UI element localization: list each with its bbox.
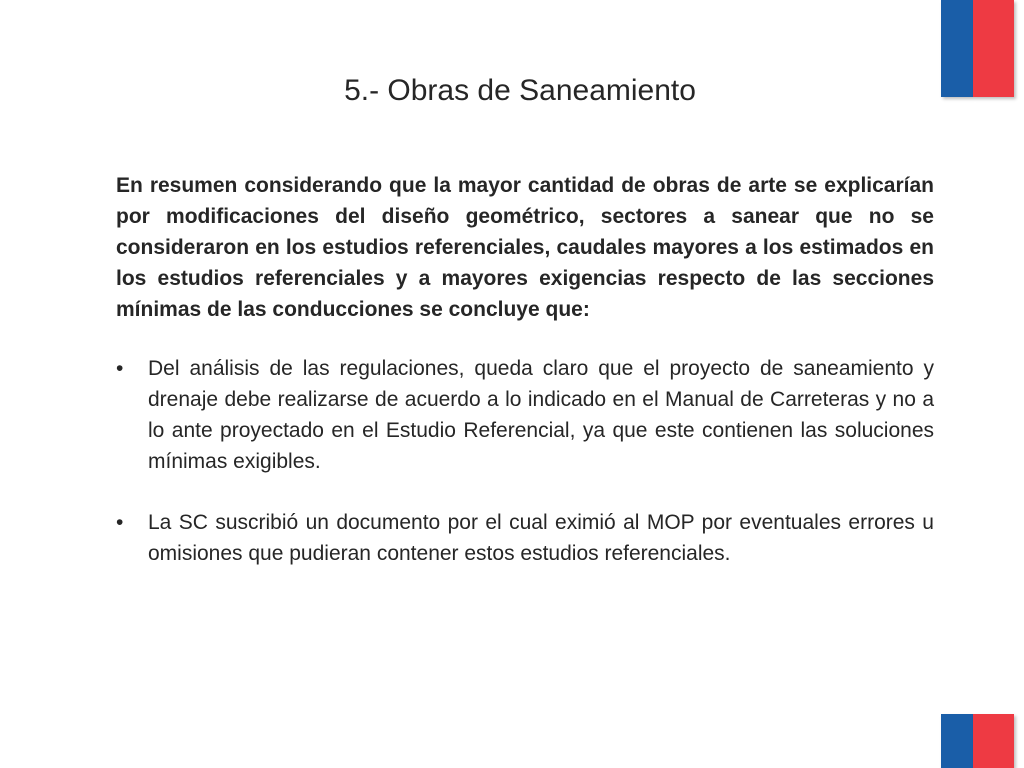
intro-paragraph: En resumen considerando que la mayor cantidad de obras de arte se explicarían por modificaciones del diseño geométrico, sectores a sanear que no se consideraron en los estudios referenciales, caudales mayores a los estimados en los estudios referenciales y a mayores exigencias respecto de las secciones mínimas de las conducciones se concluye que: — [116, 174, 934, 321]
flag-decoration-bottom — [941, 714, 1014, 768]
flag-blue-bar — [941, 714, 973, 768]
slide-body — [116, 170, 934, 599]
bullet-item — [116, 353, 934, 477]
flag-red-bar — [973, 714, 1014, 768]
bullet-list — [116, 353, 934, 569]
bullet-item — [116, 507, 934, 569]
slide-title: 5.- Obras de Saneamiento — [344, 74, 696, 107]
bullet-icon: • — [116, 511, 124, 534]
bullet-text: La SC suscribió un documento por el cual eximió al MOP por eventuales errores u omisiones que pudieran contener estos estudios referenciales. — [148, 511, 934, 565]
bullet-text: Del análisis de las regulaciones, queda claro que el proyecto de saneamiento y drenaje debe realizarse de acuerdo a lo indicado en el Manual de Carreteras y no a lo ante proyectado en el Estudio Referencial, ya que este contienen las soluciones mínimas exigibles. — [148, 357, 934, 473]
bullet-icon: • — [116, 357, 124, 380]
